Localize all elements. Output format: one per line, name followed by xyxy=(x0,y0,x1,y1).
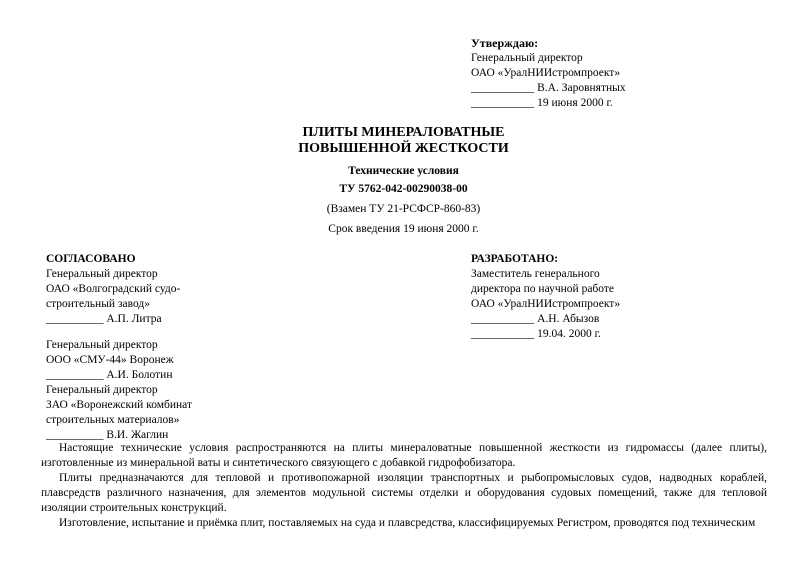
approval-block xyxy=(471,36,626,111)
developed-line: директора по научной работе xyxy=(471,283,615,295)
developed-block xyxy=(471,252,620,342)
document-subtitle-block xyxy=(0,164,807,179)
agreed-line: Генеральный директор xyxy=(46,339,158,351)
developed-line: ОАО «УралНИИстромпроект» xyxy=(471,298,621,310)
approval-heading: Утверждаю: xyxy=(471,36,539,50)
document-subtitle: Технические условия xyxy=(348,165,459,177)
document-title xyxy=(0,125,807,157)
agreed-line: __________ А.И. Болотин xyxy=(46,369,173,381)
agreed-line: строительный завод» xyxy=(46,298,150,310)
document-code: ТУ 5762-042-00290038-00 xyxy=(339,183,468,195)
document-code-block xyxy=(0,182,807,197)
agreed-line: строительных материалов» xyxy=(46,414,180,426)
approval-date: ___________ 19 июня 2000 г. xyxy=(471,97,613,109)
body-text xyxy=(41,441,767,531)
document-effective-block xyxy=(0,222,807,237)
paragraph: Плиты предназначаются для тепловой и противопожарной изоляции транспортных и рыбопромысловых судов, надводных кораблей, плавсредств различного назначения, для элементов модульной системы отделки и оборудования судовых помещений, также для тепловой изоляции строительных конструкций. xyxy=(41,472,767,514)
document-replaces: (Взамен ТУ 21-РСФСР-860-83) xyxy=(326,203,481,215)
agreed-line: Генеральный директор xyxy=(46,384,158,396)
developed-line: Заместитель генерального xyxy=(471,268,600,280)
agreed-heading: СОГЛАСОВАНО xyxy=(46,253,136,265)
approval-position: Генеральный директор xyxy=(471,52,583,64)
developed-heading: РАЗРАБОТАНО: xyxy=(471,253,559,265)
document-replaces-block xyxy=(0,202,807,217)
agreed-block xyxy=(46,252,192,443)
agreed-line: __________ А.П. Литра xyxy=(46,313,162,325)
paragraph: Настоящие технические условия распространяются на плиты минераловатные повышенной жесткости из гидромассы (далее плиты), изготовленные из минеральной ваты и синтетического связующего с добавкой гидрофобизатора. xyxy=(41,442,767,469)
spacer xyxy=(46,327,192,338)
approval-org: ОАО «УралНИИстромпроект» xyxy=(471,67,621,79)
agreed-line: ОАО «Волгоградский судо- xyxy=(46,283,181,295)
agreed-line: Генеральный директор xyxy=(46,268,158,280)
agreed-line: __________ В.И. Жаглин xyxy=(46,429,169,441)
title-line-1: ПЛИТЫ МИНЕРАЛОВАТНЫЕ xyxy=(302,125,505,140)
developed-line: ___________ 19.04. 2000 г. xyxy=(471,328,601,340)
document-effective-date: Срок введения 19 июня 2000 г. xyxy=(328,223,479,235)
approval-signature: ___________ В.А. Заровнятных xyxy=(471,82,626,94)
agreed-line: ЗАО «Воронежский комбинат xyxy=(46,399,193,411)
title-line-2: ПОВЫШЕННОЙ ЖЕСТКОСТИ xyxy=(298,141,509,156)
developed-line: ___________ А.Н. Абызов xyxy=(471,313,600,325)
paragraph: Изготовление, испытание и приёмка плит, поставляемых на суда и плавсредства, классифицируемых Регистром, проводятся под техническим xyxy=(59,517,756,529)
agreed-line: ООО «СМУ-44» Воронеж xyxy=(46,354,174,366)
